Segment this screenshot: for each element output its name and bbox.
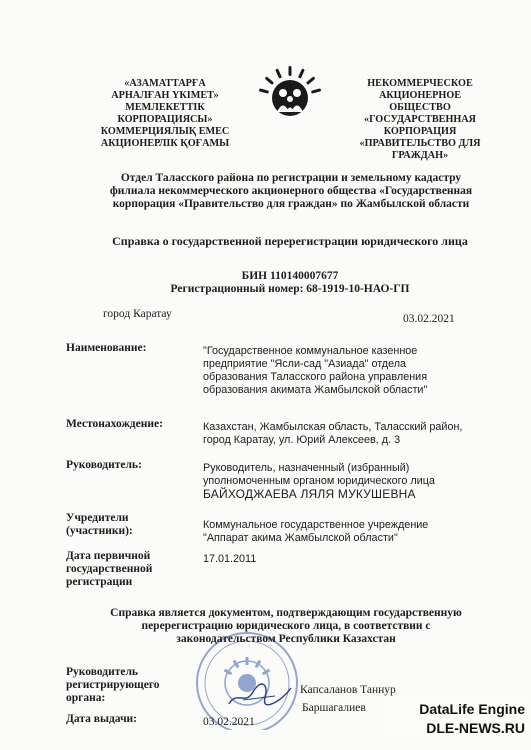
first-reg-label-line: государственной <box>66 563 153 575</box>
registrar-label-line: органа: <box>66 692 106 704</box>
header-left-line: «АЗАМАТТАРҒА <box>124 78 206 89</box>
founders-label <box>66 512 196 538</box>
department-line: корпорация «Правительство для граждан» по Жамбылской области <box>112 198 470 210</box>
government-for-citizens-emblem-icon <box>256 62 324 130</box>
city: город Каратау <box>103 308 172 320</box>
founders-value <box>203 519 503 545</box>
header-right-line: КОРПОРАЦИЯ <box>383 126 457 137</box>
issue-date-bottom: 03.02.2021 <box>203 716 255 728</box>
header-right-russian <box>340 78 500 162</box>
name-line: образования Таласского района управления <box>203 371 428 383</box>
head-line: Руководитель, назначенный (избранный) <box>203 462 410 474</box>
header-right-line: «ГОСУДАРСТВЕННАЯ <box>363 114 477 125</box>
header-left-line: АКЦИОНЕРЛІК ҚОҒАМЫ <box>100 138 230 149</box>
location-line: город Каратау, ул. Юрий Алексеев, д. 3 <box>203 434 401 446</box>
document-title: Справка о государственной перерегистрации юридического лица <box>112 234 468 248</box>
header-right-line: «ПРАВИТЕЛЬСТВО ДЛЯ <box>359 138 481 149</box>
head-value <box>203 462 503 501</box>
issue-date-label: Дата выдачи: <box>66 713 138 725</box>
name-line: образования акимата Жамбылской области" <box>203 384 428 396</box>
registrar-label-line: регистрирующего <box>66 679 160 691</box>
founders-label-line: Учредители <box>66 512 129 524</box>
watermark-line-2: DLE-NEWS.RU <box>385 720 525 736</box>
header-left-line: КОММЕРЦИЯЛЫҚ ЕМЕС <box>100 126 230 137</box>
header-right-line: ГРАЖДАН» <box>391 150 449 161</box>
header-right-line: ОБЩЕСТВО <box>389 102 451 113</box>
head-full-name: БАЙХОДЖАЕВА ЛЯЛЯ МУКУШЕВНА <box>203 487 416 501</box>
footer-line: перерегистрацию юридического лица, в соответствии с <box>141 620 431 632</box>
first-reg-label-line: регистрации <box>66 576 133 588</box>
bin-number: БИН 110140007677 <box>241 270 339 282</box>
location-value <box>203 421 503 447</box>
header-right-line: АКЦИОНЕРНОЕ <box>378 90 462 101</box>
header-left-kazakh <box>80 78 250 150</box>
name-value <box>203 345 503 397</box>
first-registration-date: 17.01.2011 <box>203 553 257 565</box>
department-line: Отдел Таласского района по регистрации и земельному кадастру <box>120 172 462 184</box>
watermark-line-1: DataLife Engine <box>385 701 525 717</box>
name-line: "Государственное коммунальное казенное <box>203 345 418 357</box>
location-label: Местонахождение: <box>66 418 163 430</box>
founders-line: Коммунальное государственное учреждение <box>203 519 429 531</box>
first-registration-label <box>66 550 196 589</box>
registration-number: Регистрационный номер: 68-1919-10-НАО-ГП <box>170 283 410 295</box>
header-left-line: АРНАЛҒАН ҮКІМЕТ» <box>111 90 219 101</box>
footer-statement <box>66 607 506 646</box>
footer-line: Справка является документом, подтверждающим государственную <box>110 607 462 619</box>
issue-date-top: 03.02.2021 <box>403 313 455 325</box>
head-line: уполномоченным органом юридического лица <box>203 475 435 487</box>
header-right-line: НЕКОММЕРЧЕСКОЕ <box>367 78 473 89</box>
registrar-label-line: Руководитель <box>66 666 138 678</box>
founders-label-line: (участники): <box>66 525 133 537</box>
handwritten-signature-icon <box>225 680 295 710</box>
header-left-line: КОРПОРАЦИЯСЫ» <box>117 114 213 125</box>
name-line: предприятие "Ясли-сад "Азиада" отдела <box>203 358 407 370</box>
header-left-line: МЕМЛЕКЕТТІК <box>125 102 205 113</box>
identifiers <box>60 270 520 296</box>
founders-line: "Аппарат акима Жамбылской области" <box>203 532 398 544</box>
department-heading <box>76 172 506 211</box>
name-label: Наименование: <box>66 342 147 354</box>
department-line: филиала некоммерческого акционерного общества «Государственная <box>109 185 473 197</box>
first-reg-label-line: Дата первичной <box>66 550 151 562</box>
location-line: Казахстан, Жамбылская область, Таласский район, <box>203 421 463 433</box>
footer-line: законодательством Республики Казахстан <box>176 633 396 645</box>
head-label: Руководитель: <box>66 459 142 471</box>
signer-surname: Баршагалиев <box>302 702 366 714</box>
registrar-head-label <box>66 666 196 705</box>
signer-name: Капсаланов Таннур <box>300 684 396 696</box>
